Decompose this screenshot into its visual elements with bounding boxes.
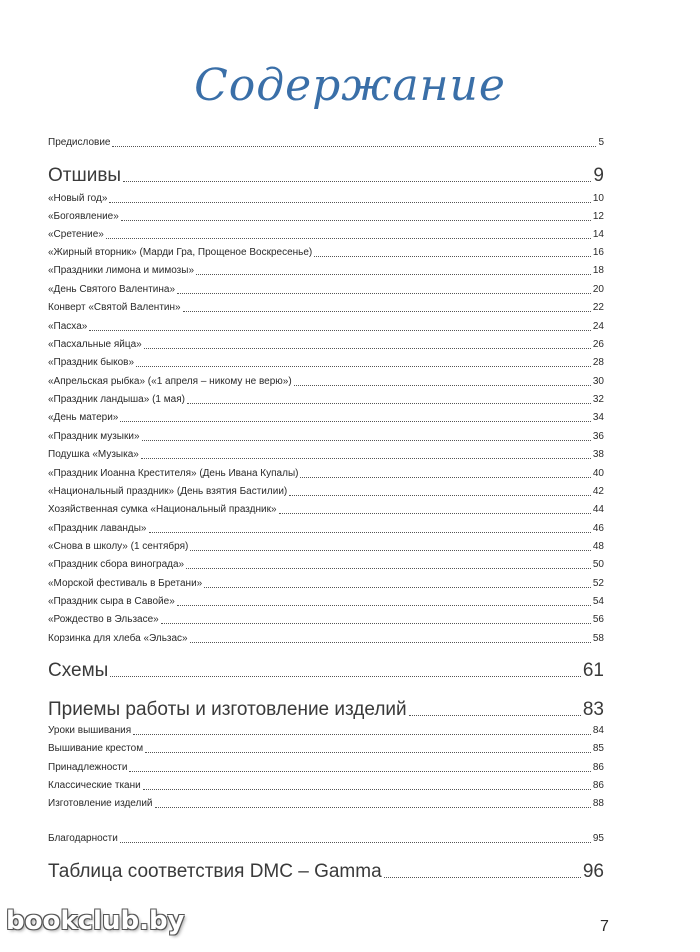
dot-leader — [289, 495, 591, 496]
toc-entry-label: Вышивание крестом — [48, 743, 144, 754]
toc-entry-page: 85 — [592, 743, 604, 754]
toc-entry-label: «Рождество в Эльзасе» — [48, 614, 159, 625]
dot-leader — [106, 238, 591, 239]
toc-entry-page: 20 — [592, 284, 604, 295]
dot-leader — [155, 807, 591, 808]
toc-entry-page: 30 — [592, 376, 604, 387]
toc-entry-page: 28 — [592, 357, 604, 368]
toc-entry — [48, 832, 604, 846]
toc-entry — [48, 356, 604, 370]
toc-entry-page: 36 — [592, 431, 604, 442]
toc-entry-page: 95 — [592, 833, 604, 844]
toc-entry-label: «Апрельская рыбка» («1 апреля – никому не верю») — [48, 376, 292, 387]
toc-entry — [48, 375, 604, 389]
toc-entry-page: 86 — [592, 780, 604, 791]
dot-leader — [196, 274, 591, 275]
toc-entry-label: «Морской фестиваль в Бретани» — [48, 578, 203, 589]
dot-leader — [161, 623, 591, 624]
toc-entry — [48, 301, 604, 315]
toc-entry-page: 56 — [592, 614, 604, 625]
dot-leader — [143, 789, 591, 790]
toc-entry-label: «День матери» — [48, 412, 119, 423]
dot-leader — [177, 293, 591, 294]
dot-leader — [129, 771, 590, 772]
toc-entry — [48, 860, 604, 884]
toc-entry — [48, 411, 604, 425]
toc-entry-page: 22 — [592, 302, 604, 313]
toc-entry — [48, 698, 604, 722]
toc-entry — [48, 210, 604, 224]
dot-leader — [110, 676, 581, 677]
toc-entry-page: 44 — [592, 504, 604, 515]
toc-entry-label: «Пасха» — [48, 321, 88, 332]
toc-entry-label: Таблица соответствия DMC – Gamma — [48, 861, 382, 882]
dot-leader — [120, 842, 591, 843]
toc-entry-page: 24 — [592, 321, 604, 332]
toc-entry-label: Изготовление изделий — [48, 798, 153, 809]
toc-entry — [48, 540, 604, 554]
toc-entry-page: 34 — [592, 412, 604, 423]
dot-leader — [144, 348, 591, 349]
dot-leader — [384, 877, 581, 878]
toc-entry-page: 58 — [592, 633, 604, 644]
toc-entry — [48, 761, 604, 775]
watermark-logo: bookclub.by — [6, 906, 185, 936]
toc-entry — [48, 393, 604, 407]
toc-entry — [48, 632, 604, 646]
toc-entry-label: «Снова в школу» (1 сентября) — [48, 541, 189, 552]
toc-entry-page: 48 — [592, 541, 604, 552]
dot-leader — [112, 146, 596, 147]
toc-entry-page: 18 — [592, 265, 604, 276]
toc-entry-label: «Праздник быков» — [48, 357, 135, 368]
toc-entry-label: Уроки вышивания — [48, 725, 132, 736]
toc-entry-page: 52 — [592, 578, 604, 589]
toc-entry-label: Отшивы — [48, 165, 122, 186]
dot-leader — [109, 202, 591, 203]
toc-entry-page: 5 — [598, 137, 604, 148]
dot-leader — [149, 532, 591, 533]
dot-leader — [136, 366, 591, 367]
toc-entry-label: Хозяйственная сумка «Национальный праздник» — [48, 504, 277, 515]
toc-entry-label: Схемы — [48, 660, 109, 681]
toc-entry — [48, 467, 604, 481]
toc-entry-label: Подушка «Музыка» — [48, 449, 139, 460]
toc-entry-label: «Праздник ландыша» (1 мая) — [48, 394, 185, 405]
dot-leader — [177, 605, 591, 606]
toc-entry-page: 16 — [592, 247, 604, 258]
dot-leader — [120, 421, 591, 422]
toc-entry-label: «Богоявление» — [48, 211, 119, 222]
toc-entry-page: 38 — [592, 449, 604, 460]
dot-leader — [89, 330, 591, 331]
dot-leader — [300, 477, 590, 478]
dot-leader — [123, 181, 591, 182]
toc-entry — [48, 246, 604, 260]
dot-leader — [190, 642, 591, 643]
toc-entry-label: Приемы работы и изготовление изделий — [48, 699, 407, 720]
toc-entry-page: 42 — [592, 486, 604, 497]
dot-leader — [294, 385, 591, 386]
toc-entry-label: «Праздники лимона и мимозы» — [48, 265, 195, 276]
toc-entry — [48, 659, 604, 683]
toc-entry-label: Предисловие — [48, 137, 111, 148]
toc-entry-page: 26 — [592, 339, 604, 350]
toc-entry — [48, 503, 604, 517]
toc-entry-page: 83 — [582, 699, 604, 720]
toc-entry-label: Благодарности — [48, 833, 118, 844]
toc-entry-page: 10 — [592, 193, 604, 204]
toc-entry — [48, 742, 604, 756]
toc-entry-page: 84 — [592, 725, 604, 736]
toc-entry — [48, 779, 604, 793]
dot-leader — [133, 734, 591, 735]
table-of-contents — [48, 0, 604, 952]
dot-leader — [314, 256, 591, 257]
toc-entry-page: 54 — [592, 596, 604, 607]
page-title: Содержание — [194, 60, 506, 111]
toc-entry-page: 61 — [582, 660, 604, 681]
dot-leader — [145, 752, 591, 753]
toc-entry-label: Принадлежности — [48, 762, 128, 773]
dot-leader — [187, 403, 591, 404]
toc-entry — [48, 338, 604, 352]
toc-entry-label: Конверт «Святой Валентин» — [48, 302, 181, 313]
toc-entry-label: «Пасхальные яйца» — [48, 339, 142, 350]
toc-entry-page: 50 — [592, 559, 604, 570]
toc-entry-page: 14 — [592, 229, 604, 240]
dot-leader — [409, 715, 581, 716]
toc-entry-label: «День Святого Валентина» — [48, 284, 176, 295]
toc-entry — [48, 228, 604, 242]
toc-entry-page: 86 — [592, 762, 604, 773]
toc-entry — [48, 192, 604, 206]
toc-entry-page: 40 — [592, 468, 604, 479]
dot-leader — [141, 458, 591, 459]
toc-entry — [48, 264, 604, 278]
toc-entry-label: «Праздник сбора винограда» — [48, 559, 185, 570]
dot-leader — [183, 311, 591, 312]
toc-entry — [48, 595, 604, 609]
toc-entry — [48, 283, 604, 297]
toc-entry-label: «Праздник Иоанна Крестителя» (День Ивана Купалы) — [48, 468, 299, 479]
toc-entry-label: «Национальный праздник» (День взятия Бастилии) — [48, 486, 288, 497]
dot-leader — [186, 568, 591, 569]
toc-entry-label: «Новый год» — [48, 193, 108, 204]
toc-entry-page: 12 — [592, 211, 604, 222]
toc-entry — [48, 136, 604, 150]
dot-leader — [121, 220, 591, 221]
toc-entry — [48, 164, 604, 188]
toc-entry — [48, 448, 604, 462]
toc-entry — [48, 522, 604, 536]
toc-entry-label: Классические ткани — [48, 780, 141, 791]
toc-entry-label: «Жирный вторник» (Марди Гра, Прощеное Воскресенье) — [48, 247, 313, 258]
toc-entry-label: «Праздник лаванды» — [48, 523, 147, 534]
page-number: 7 — [600, 918, 609, 935]
dot-leader — [279, 513, 591, 514]
toc-entry-page: 88 — [592, 798, 604, 809]
toc-entry-page: 46 — [592, 523, 604, 534]
dot-leader — [204, 587, 591, 588]
toc-entry-label: «Праздник музыки» — [48, 431, 140, 442]
toc-entry — [48, 577, 604, 591]
toc-entry-label: Корзинка для хлеба «Эльзас» — [48, 633, 188, 644]
toc-entry — [48, 558, 604, 572]
toc-entry — [48, 430, 604, 444]
toc-entry-label: «Праздник сыра в Савойе» — [48, 596, 175, 607]
toc-entry — [48, 613, 604, 627]
toc-entry-page: 96 — [582, 861, 604, 882]
dot-leader — [190, 550, 591, 551]
toc-entry — [48, 485, 604, 499]
toc-entry — [48, 797, 604, 811]
toc-entry-label: «Сретение» — [48, 229, 104, 240]
toc-entry-page: 32 — [592, 394, 604, 405]
toc-entry-page: 9 — [593, 165, 604, 186]
dot-leader — [142, 440, 591, 441]
toc-entry — [48, 320, 604, 334]
toc-entry — [48, 724, 604, 738]
